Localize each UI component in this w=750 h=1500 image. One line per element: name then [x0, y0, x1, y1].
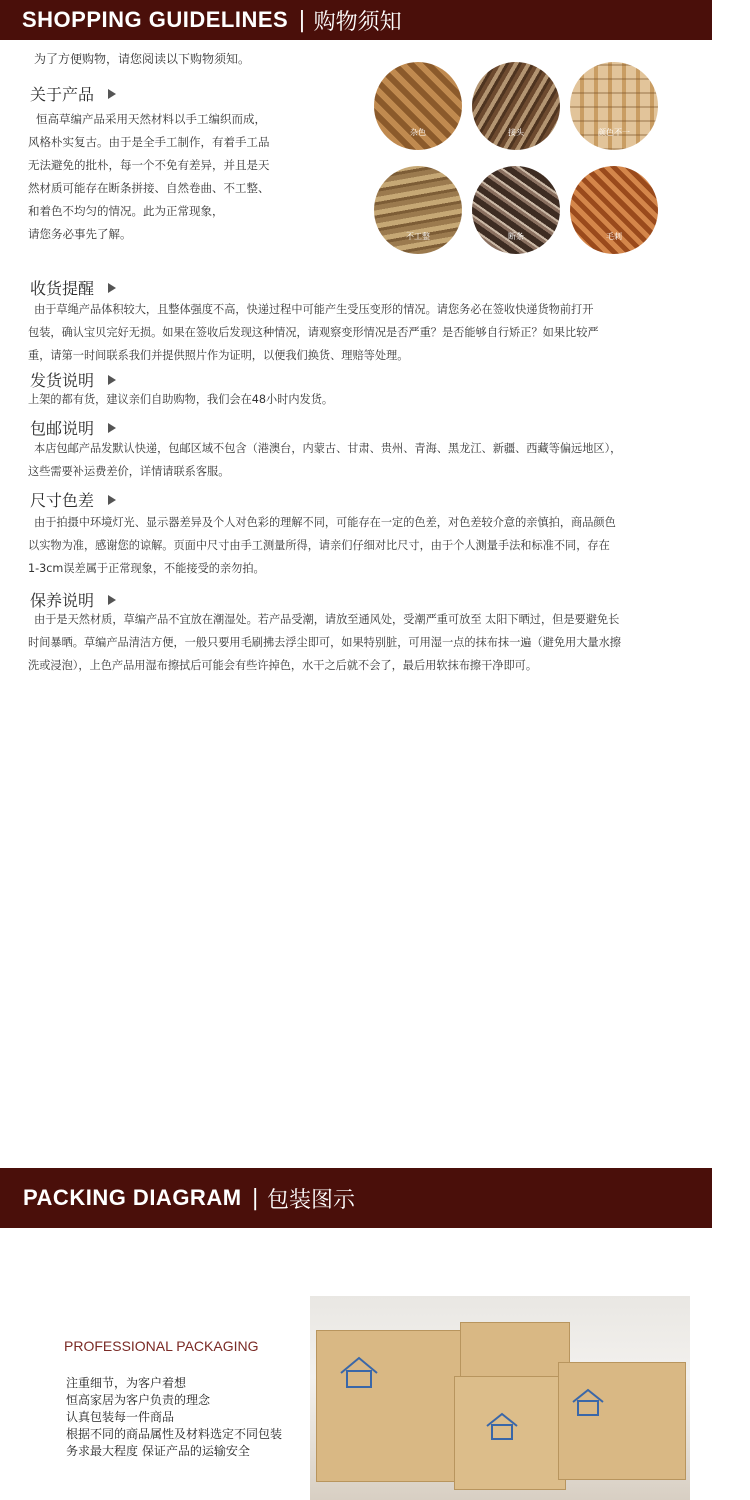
- swatch-image: [472, 62, 560, 150]
- arrow-right-icon: [108, 495, 116, 505]
- paragraph-line: 由于草绳产品体积较大，且整体强度不高，快递过程中可能产生受压变形的情况。请您务必在签收快递货物前打开: [34, 303, 594, 316]
- banner-separator: |: [298, 7, 306, 33]
- swatch-label: 接头: [508, 128, 524, 137]
- packing-line: 务求最大程度 保证产品的运输安全: [66, 1444, 250, 1458]
- arrow-right-icon: [108, 423, 116, 433]
- section-title-label: 尺寸色差: [30, 491, 95, 510]
- section-title-label: 收货提醒: [30, 279, 95, 298]
- section-title-free-shipping: [30, 416, 116, 439]
- paragraph-line: 这些需要补运费差价，详情请联系客服。: [28, 465, 230, 478]
- packing-line: 恒高家居为客户负责的理念: [66, 1393, 211, 1407]
- paragraph-line: 无法避免的批朴，每一个不免有差异，并且是天: [28, 158, 270, 172]
- swatch-label: 毛刺: [606, 232, 622, 241]
- banner-separator: |: [251, 1185, 259, 1211]
- paragraph-line: 以实物为准，感谢您的谅解。页面中尺寸由手工测量所得，请亲们仔细对比尺寸，由于个人测量手法和标准不同，存在: [28, 539, 610, 552]
- house-logo-icon: [571, 1387, 605, 1417]
- paragraph-line: 重，请第一时间联系我们并提供照片作为证明，以便我们换货、理赔等处理。: [28, 349, 409, 362]
- swatch-image: [570, 62, 658, 150]
- paragraph-line: 恒高草编产品采用天然材料以手工编织而成，: [36, 112, 266, 126]
- paragraph-line: 风格朴实复古。由于是全手工制作，有着手工品: [28, 135, 270, 149]
- section-title-about-product: [30, 82, 116, 105]
- section-title-size-color: [30, 488, 116, 511]
- arrow-right-icon: [108, 595, 116, 605]
- cardboard-box: [454, 1376, 566, 1490]
- section-body-receipt-reminder: [28, 298, 678, 367]
- paragraph-line: 上架的都有货，建议亲们自助购物，我们会在48小时内发货。: [28, 393, 334, 406]
- swatch-image: [374, 166, 462, 254]
- banner-title-en: SHOPPING GUIDELINES: [22, 7, 289, 32]
- section-title-label: 发货说明: [30, 371, 95, 390]
- section-title-label: 关于产品: [30, 85, 95, 104]
- paragraph-line: 1-3cm误差属于正常现象，不能接受的亲勿拍。: [28, 562, 265, 575]
- swatch-label: 不工整: [406, 232, 430, 241]
- packing-title-zh: 包装图示: [266, 1187, 355, 1213]
- packing-title-en: PACKING DIAGRAM: [23, 1185, 242, 1210]
- section-body-shipping: [28, 388, 678, 411]
- swatch-label: 颜色不一: [598, 128, 630, 137]
- paragraph-line: 包装，确认宝贝完好无损。如果在签收后发现这种情况，请观察变形情况是否严重？是否能够自行矫正？如果比较严: [28, 326, 599, 339]
- section-body-about-product: [28, 108, 328, 246]
- paragraph-line: 本店包邮产品发默认快递，包邮区域不包含（港澳台，内蒙古、甘肃、贵州、青海、黑龙江、新疆、西藏等偏远地区），: [34, 442, 622, 455]
- packing-line: 注重细节，为客户着想: [66, 1376, 187, 1390]
- paragraph-line: 时间暴晒。草编产品清洁方便，一般只要用毛刷拂去浮尘即可，如果特别脏，可用湿一点的抹布抹一遍（避免用大量水擦: [28, 636, 621, 649]
- packing-line: 认真包装每一件商品: [66, 1410, 175, 1424]
- swatch-image: [374, 62, 462, 150]
- cardboard-box: [316, 1330, 466, 1482]
- intro-text: 为了方便购物，请您阅读以下购物须知。: [34, 52, 251, 66]
- cardboard-box: [558, 1362, 686, 1480]
- section-title-label: 包邮说明: [30, 419, 95, 438]
- packing-line: 根据不同的商品属性及材料选定不同包装: [66, 1427, 283, 1441]
- cardboard-box: [460, 1322, 570, 1384]
- swatch-image: [472, 166, 560, 254]
- paragraph-line: 由于拍摄中环境灯光、显示器差异及个人对色彩的理解不同，可能存在一定的色差，对色差较介意的亲慎拍，商品颜色: [34, 516, 616, 529]
- professional-packaging-title: PROFESSIONAL PACKAGING: [64, 1338, 259, 1354]
- paragraph-line: 由于是天然材质，草编产品不宜放在潮湿处。若产品受潮，请放至通风处，受潮严重可放至 太阳下晒过，但是要避免长: [34, 613, 620, 626]
- house-logo-icon: [485, 1411, 519, 1441]
- swatch-image: [570, 166, 658, 254]
- arrow-right-icon: [108, 89, 116, 99]
- section-body-free-shipping: [28, 437, 678, 483]
- section-body-size-color: [28, 511, 678, 580]
- arrow-right-icon: [108, 375, 116, 385]
- paragraph-line: 和着色不均匀的情况。此为正常现象，: [28, 204, 224, 218]
- banner-title-zh: 购物须知: [313, 9, 402, 35]
- swatch-label: 杂色: [410, 128, 426, 137]
- paragraph-line: 然材质可能存在断条拼接、自然卷曲、不工整、: [28, 181, 270, 195]
- swatch-label: 断条: [508, 232, 524, 241]
- section-title-receipt-reminder: [30, 276, 116, 299]
- section-title-label: 保养说明: [30, 591, 95, 610]
- shopping-guidelines-banner: [0, 0, 712, 40]
- arrow-right-icon: [108, 283, 116, 293]
- house-logo-icon: [339, 1355, 379, 1389]
- paragraph-line: 洗或浸泡），上色产品用湿布擦拭后可能会有些许掉色，水干之后就不会了，最后用软抹布擦干净即可。: [28, 659, 538, 672]
- packing-boxes-photo: [310, 1296, 690, 1500]
- packing-diagram-banner: [0, 1168, 712, 1228]
- paragraph-line: 请您务必事先了解。: [28, 227, 132, 241]
- section-body-maintenance: [28, 608, 678, 677]
